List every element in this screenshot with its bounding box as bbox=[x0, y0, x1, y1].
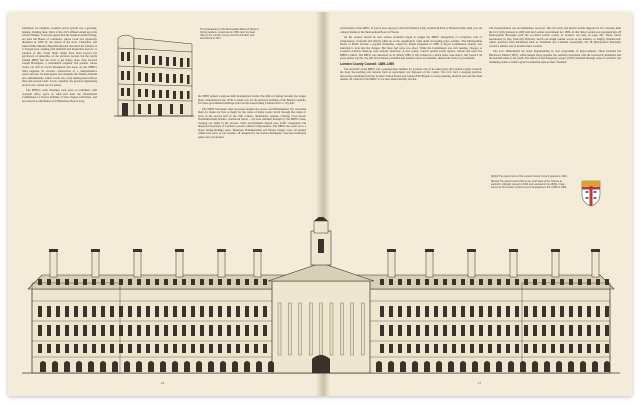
right-col1-paragraph-1: achievement of the MBW. If you've ever enjoyed a stroll in Finsbury Park, Southwark Park or Battersea Park, then you can whisper thanks to the Metropolitan Board of Works. bbox=[340, 26, 482, 34]
left-page-number: 16 bbox=[161, 381, 165, 385]
left-col1-paragraph-1: formation, for example, London's sewer system was a growing, leaking, bursting mess. Most of the city's effluent ended up in the central Thames. Everyone agreed that the situation needed fixing, not least the House of Commons, whose work was repeatedly disrupted in 1858 by the stench of the river. Chancellor and future Prime Minister Benjamin Disraeli described the Thames as 'a Stygian pool, reeking with ineffable and intolerable horrors'. A solution to this 'Great Stink' might have been beyond the patchwork of authorities of the previous decade, but the newly formed MBW had the clout to get things done. Step forward Joseph Bazalgette, a remarkable engineer and planner whose works can still be traced throughout this book. As the MBW's chief engineer, he oversaw construction of a comprehensive sewer network. Its interceptors ran alongside the Thames beneath new embankments, which would also carry underground railway lines and several roads. It was, arguably, the greatest engineering project ever carried out in London. bbox=[22, 26, 97, 87]
lcc-coat-of-arms-icon bbox=[580, 178, 602, 208]
right-page-column-2 bbox=[489, 27, 621, 66]
county-hall-illustration bbox=[22, 217, 620, 377]
right-col2-paragraph-2: The LCC immediately set about implementing its own programme of improvements. These included the Blackwall Tunnel (1897), which helped bring together the northern docklands with the Greenwich Peninsula and the Kentish lands to the south. The Aldwych and Kingsway project (1905) smashed through some of London's last remaining slums to build a grand ceremonial-style avenue. Vauxhall bbox=[489, 49, 621, 64]
left-page-column-1 bbox=[22, 27, 97, 105]
right-page-column-1 bbox=[340, 27, 482, 84]
right-page-number: 17 bbox=[478, 381, 482, 385]
book-spread bbox=[8, 12, 632, 396]
left-col2-paragraph-2: The MBW had many other successes besides the sewers and Embankment. We can thank them (or shake our fists at them) for the series of major roads carved through the centre of town in the second half of the 19th century. Shaftesbury Avenue, Charing Cross Road, Northumberland Avenue, Southwark Street ... all were smashed through by the MBW's men, clearing out slums in the process. Such developments helped ease traffic congestion, but displaced thousands of London's poorest without compensation. The MBW also went on to a major bridge-building spree. Battersea, Hammersmith and Putney bridges were all opened within four years of one another, all designed by the tireless Bazalgette. Spacious municipal parks were yet another bbox=[198, 106, 306, 140]
mbw-headquarters-illustration bbox=[104, 26, 196, 120]
right-col1-paragraph-2: As the century neared its end, serious problems began to plague the MBW. Allegations of corruption, lack of transparency, cronyism and bribery piled up as the organisation came under increasing press scrutiny. 'The Metropolitan Board of Perks' became a popular nickname, coined by Punch magazine in 1888. A Royal Commission enquiry was launched to look into the charges. But more bad news was afoot. While the Commission was still running, changes to London's political make-up were already underway. A new county council system would replace, refresh and retire the MBW's outfits. The MBW was dissolved on 21 March 1889. It left London in a much better state than it had found it 34 years earlier, but the city still faced intense problems that needed a more accountable, democratic form of government. bbox=[340, 35, 482, 61]
county-hall-caption: (Below) The grand County Hall on the south bank of the Thames at Lambeth, originally opened in 1922 and extended in the 1930s. It later served as the Greater London Council headquarters from 1965 to 1986. bbox=[491, 180, 567, 189]
mbw-illustration-caption: The headquarters of the Metropolitan Board of Works in Spring Gardens, constructed in 1859; later the head office of the London County Council until 1922, and demolished in 1971. bbox=[200, 28, 259, 40]
left-col1-paragraph-2: The MBW's early meetings took place in Guildhall, with overspill office space in what had been the Westminster Commission of Sewers building at Soho Square (still there, and now known as the House of St Barnabas). Before long, bbox=[22, 88, 97, 103]
left-col2-paragraph-1: the MBW gained a purpose-built headquarters beside The Mall on Spring Gardens (no longer there; demolished in the 1970s to make way for the unlovely building of the British Council). For these government buildings, this was the nearest thing London had to a 'city hall'. bbox=[198, 94, 306, 106]
left-page-column-2 bbox=[198, 95, 306, 142]
coat-of-arms-caption: (Right) The coat of arms of the London County Council, granted in 1914. bbox=[491, 175, 568, 178]
right-col2-paragraph-1: The transformation was not immediate, however. The old vestry and district boards lingered on for a decade, until the LCC fully matured in 1900 with the London Government Act 1899. At this time, London was organised into 28 Metropolitan Boroughs (still the so-called central county of London: see map on page 20). These varied enormously in size, from tiny Holborn, which one might saunter across in ten minutes, to mighty Wandsworth, which stretched from Richmond Park to Streatham and Clapham. Essentially, the 28 Metropolitan Boroughs created a similar area to modern Inner London. bbox=[489, 26, 621, 48]
lcc-section-heading: London County Council: 1889–1965 bbox=[340, 61, 395, 66]
right-col1-paragraph-3: The downfall of the MBW was a pleasant-like summer for London. Out of its ashes grew the London County Council, the most far-reaching and rational form of governance yet imposed on the capital. The LCC had a sleeping purview, narrowing everything from the London School Board and London Fire Brigade to town planning, medical care and the main tunnels. In contrast to the MBW, it was also democratically elected. bbox=[340, 66, 482, 82]
right-page-captions bbox=[491, 175, 569, 191]
